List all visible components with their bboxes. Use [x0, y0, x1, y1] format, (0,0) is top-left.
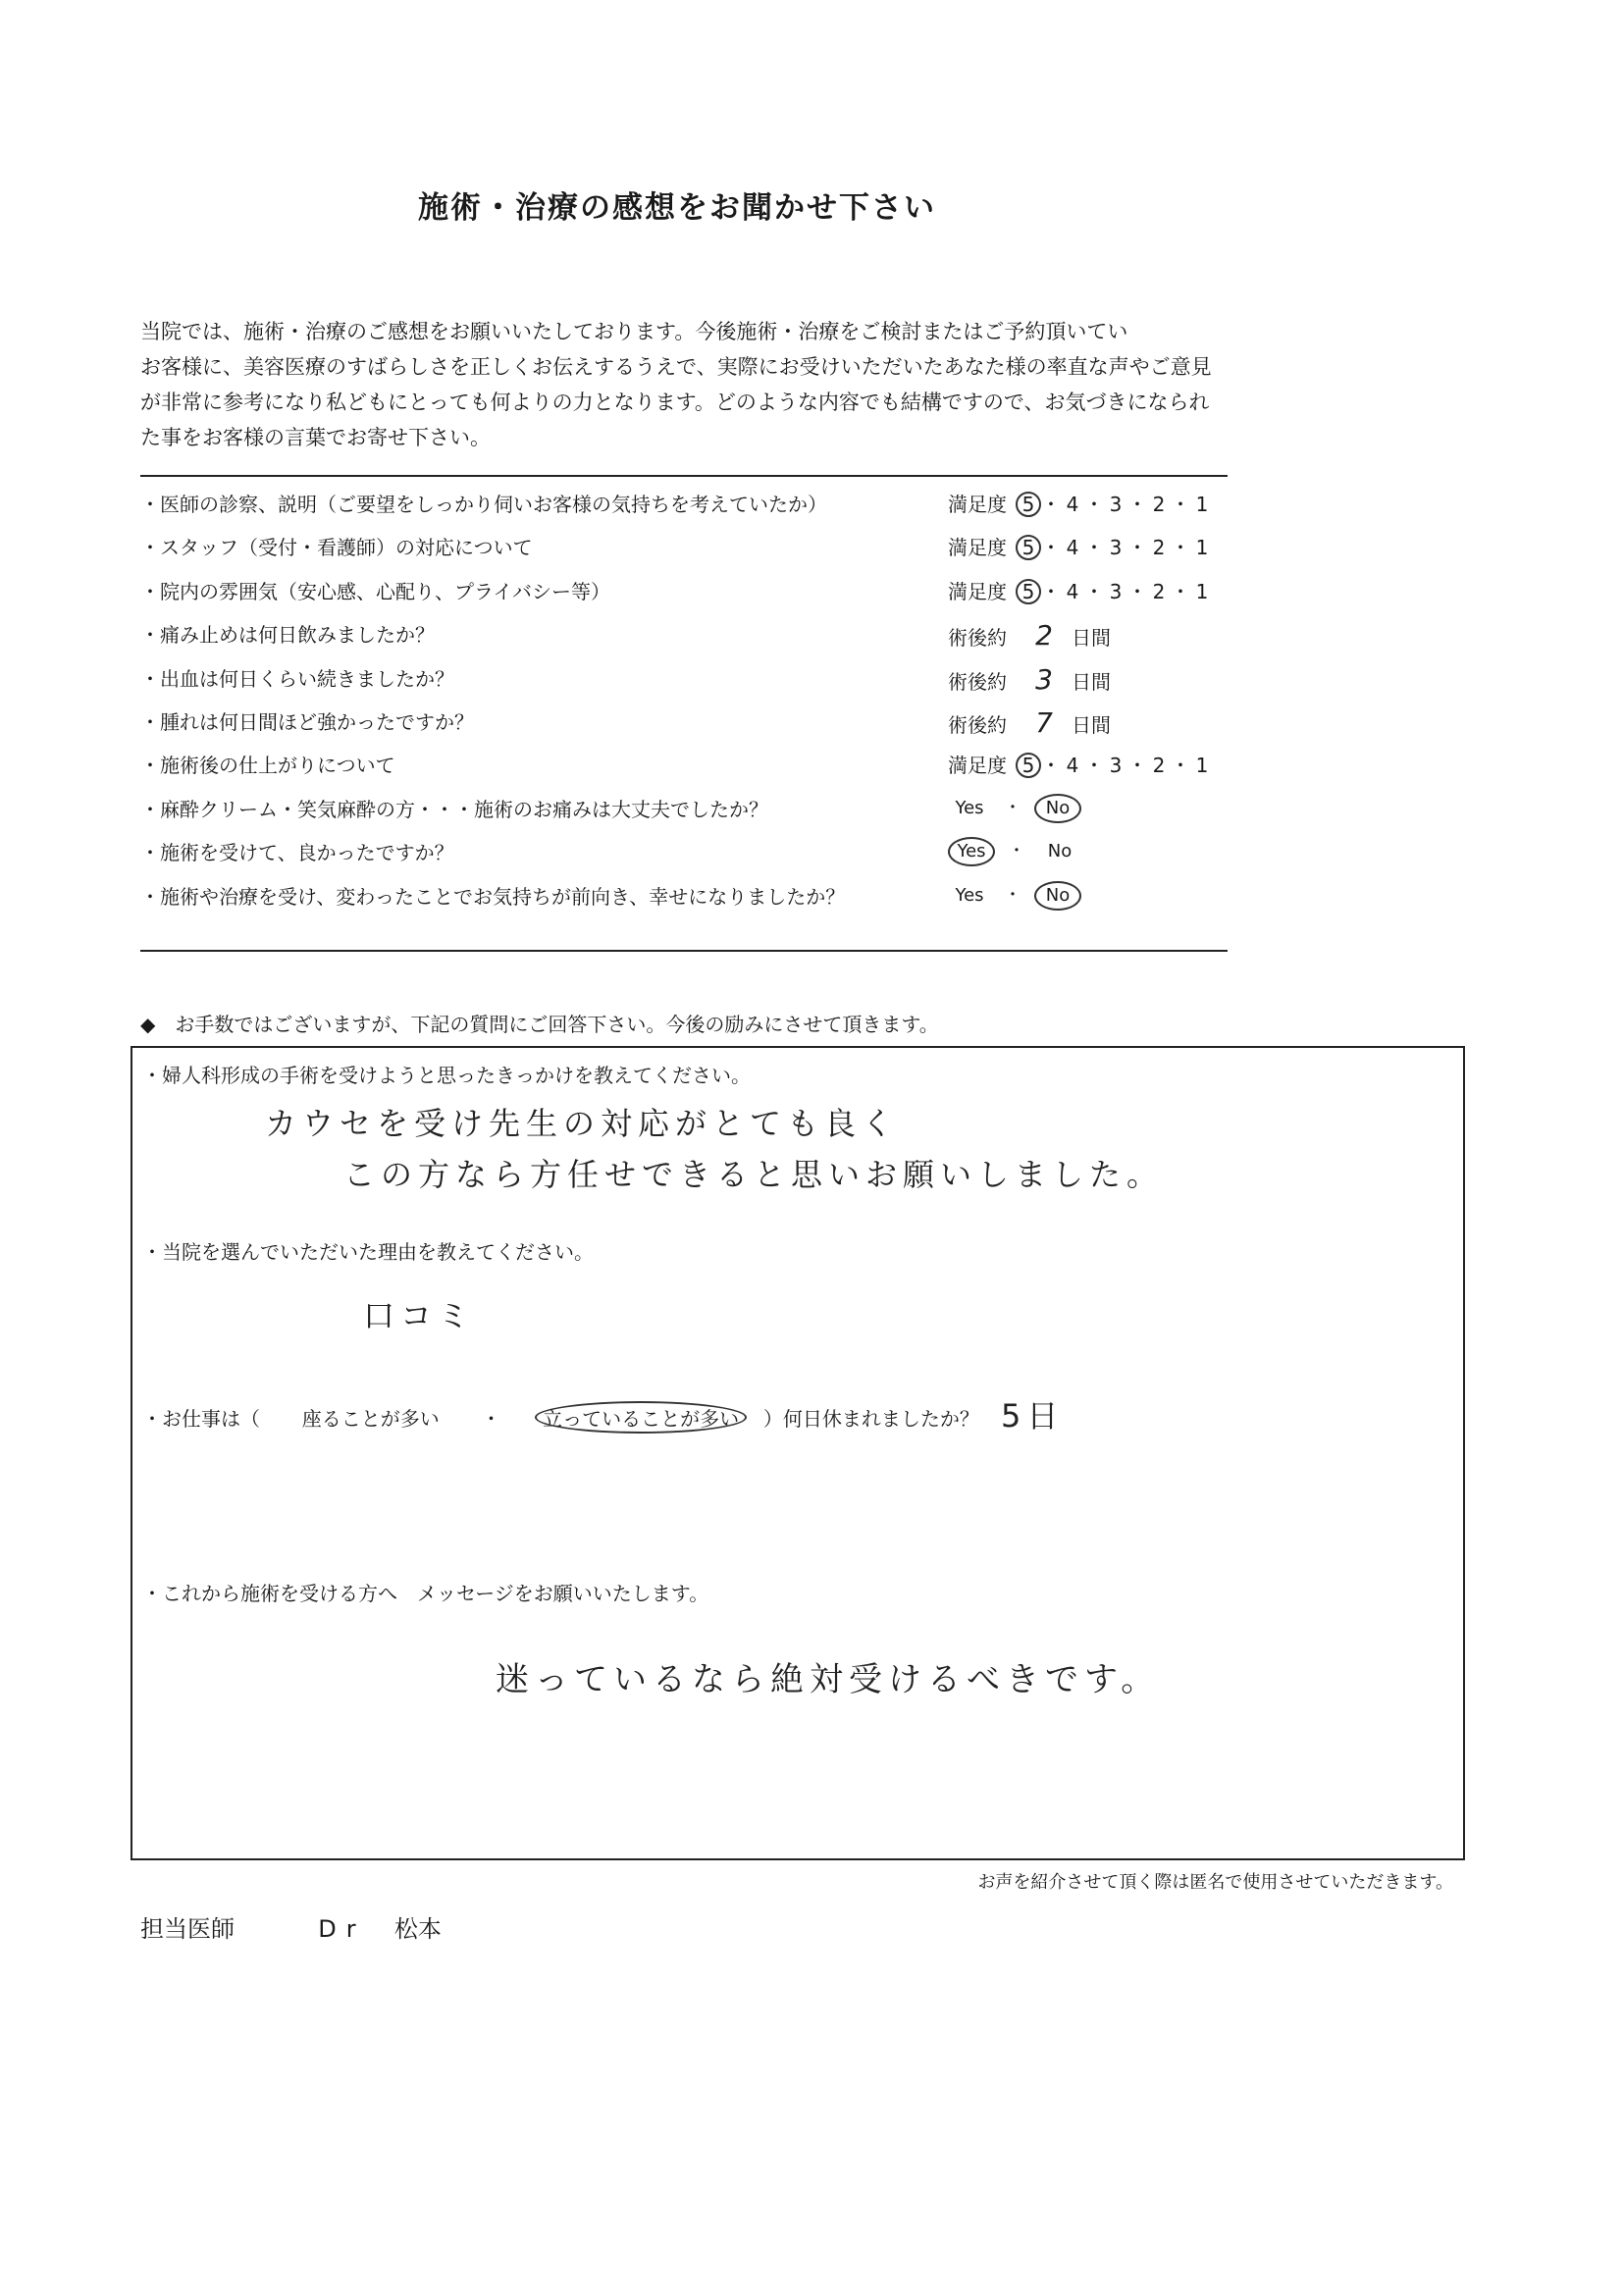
scale-separator: ・	[1084, 754, 1104, 778]
yes-no-separator: ・	[1004, 884, 1021, 906]
question-row	[140, 481, 1228, 524]
yes-no-separator: ・	[1004, 797, 1021, 818]
option-no[interactable]: No	[1047, 841, 1073, 862]
answer-days-off: 5日	[1001, 1397, 1065, 1435]
scale-option[interactable]: 3	[1109, 754, 1123, 778]
work-option-standing: 立っていることが多い	[535, 1401, 747, 1434]
question-row	[140, 742, 1228, 785]
free-answer-box	[131, 1046, 1465, 1860]
satisfaction-scale	[948, 576, 1213, 604]
scale-separator: ・	[1084, 536, 1104, 560]
scale-label: 満足度	[948, 536, 1007, 560]
intro-line: た事をお客様の言葉でお寄せ下さい。	[140, 426, 491, 449]
satisfaction-scale	[948, 750, 1213, 778]
work-suffix: ）何日休まれましたか？	[762, 1407, 979, 1431]
question-row	[140, 655, 1228, 699]
scale-separator: ・	[1171, 754, 1190, 778]
scale-option-selected[interactable]: 5	[1016, 579, 1041, 604]
question-text: ・院内の雰囲気（安心感、心配り、プライバシー等）	[140, 579, 610, 603]
question-work	[142, 1403, 979, 1432]
question-row	[140, 611, 1228, 654]
scale-separator: ・	[1171, 536, 1190, 560]
scale-option[interactable]: 1	[1195, 536, 1209, 560]
question-row	[140, 829, 1228, 872]
days-unit: 日間	[1072, 626, 1111, 651]
scale-option[interactable]: 4	[1066, 493, 1079, 516]
option-selected-no[interactable]: No	[1034, 881, 1081, 911]
scale-option[interactable]: 1	[1195, 493, 1209, 516]
yes-no-separator: ・	[1008, 841, 1025, 862]
scale-label: 満足度	[948, 754, 1007, 778]
work-option-sitting: 座ることが多い	[301, 1407, 440, 1431]
option-yes[interactable]: Yes	[955, 797, 984, 818]
yes-no-answer	[948, 881, 1081, 911]
scale-option-selected[interactable]: 5	[1016, 492, 1041, 517]
days-label: 術後約	[948, 669, 1007, 694]
days-value[interactable]: 3	[1035, 662, 1053, 696]
doctor-name: 松本	[393, 1915, 442, 1943]
scale-separator: ・	[1041, 579, 1061, 603]
question-text: ・麻酔クリーム・笑気麻酔の方・・・施術のお痛みは大丈夫でしたか？	[140, 797, 768, 821]
question-row	[140, 786, 1228, 829]
scale-separator: ・	[1127, 754, 1147, 778]
satisfaction-scale	[948, 489, 1213, 517]
option-yes[interactable]: Yes	[955, 884, 984, 906]
scale-option[interactable]: 3	[1109, 579, 1123, 603]
scale-separator: ・	[1127, 536, 1147, 560]
doctor-prefix: Dr	[318, 1915, 366, 1943]
question-text: ・施術を受けて、良かったですか？	[140, 841, 454, 865]
question-text: ・スタッフ（受付・看護師）の対応について	[140, 536, 533, 560]
question-text: ・腫れは何日間ほど強かったですか？	[140, 710, 474, 734]
scale-separator: ・	[1171, 579, 1190, 603]
scale-option[interactable]: 2	[1152, 536, 1166, 560]
scale-separator: ・	[1084, 493, 1104, 516]
scale-option[interactable]: 3	[1109, 493, 1123, 516]
page-title: 施術・治療の感想をお聞かせ下さい	[418, 190, 936, 226]
answer-trigger-line2: この方なら方任せできると思いお願いしました。	[343, 1156, 1165, 1193]
days-answer	[948, 706, 1111, 739]
days-answer	[948, 663, 1111, 696]
anonymity-note: お声を紹介させて頂く際は匿名で使用させていただきます。	[977, 1872, 1453, 1893]
yes-no-answer	[948, 794, 1081, 823]
question-row	[140, 524, 1228, 567]
scale-separator: ・	[1171, 493, 1190, 516]
section2-heading: ◆ お手数ではございますが、下記の質問にご回答下さい。今後の励みにさせて頂きます。	[140, 1013, 939, 1036]
question-text: ・施術や治療を受け、変わったことでお気持ちが前向き、幸せになりましたか？	[140, 884, 846, 909]
scale-option[interactable]: 2	[1152, 579, 1166, 603]
question-row	[140, 568, 1228, 611]
answer-reason: 口コミ	[363, 1297, 476, 1334]
days-label: 術後約	[948, 626, 1007, 651]
scale-option[interactable]: 2	[1152, 754, 1166, 778]
work-separator: ・	[481, 1407, 501, 1431]
divider-top	[140, 475, 1228, 477]
days-label: 術後約	[948, 713, 1007, 737]
divider-bottom	[140, 950, 1228, 952]
scale-option-selected[interactable]: 5	[1016, 535, 1041, 560]
scale-separator: ・	[1041, 754, 1061, 778]
question-message: ・これから施術を受ける方へ メッセージをお願いいたします。	[142, 1582, 709, 1605]
intro-text	[140, 314, 1230, 455]
days-answer	[948, 619, 1111, 652]
question-row	[140, 873, 1228, 916]
scale-option-selected[interactable]: 5	[1016, 753, 1041, 778]
scale-separator: ・	[1084, 579, 1104, 603]
intro-line: が非常に参考になり私どもにとっても何よりの力となります。どのような内容でも結構ですので、お気づきになられ	[140, 391, 1210, 414]
question-text: ・施術後の仕上がりについて	[140, 754, 395, 778]
doctor-in-charge	[140, 1909, 442, 1944]
scale-option[interactable]: 1	[1195, 579, 1209, 603]
question-text: ・痛み止めは何日飲みましたか？	[140, 623, 435, 648]
scale-option[interactable]: 2	[1152, 493, 1166, 516]
days-unit: 日間	[1072, 669, 1111, 694]
scale-separator: ・	[1127, 579, 1147, 603]
scale-separator: ・	[1041, 493, 1061, 516]
days-value[interactable]: 2	[1035, 619, 1053, 652]
satisfaction-scale	[948, 532, 1213, 560]
intro-line: 当院では、施術・治療のご感想をお願いいたしております。今後施術・治療をご検討またはご予約頂いてい	[140, 320, 1128, 343]
scale-option[interactable]: 1	[1195, 754, 1209, 778]
question-text: ・出血は何日くらい続きましたか？	[140, 666, 454, 691]
work-prefix: ・お仕事は（	[142, 1407, 260, 1431]
scale-option[interactable]: 4	[1066, 536, 1079, 560]
scale-label: 満足度	[948, 493, 1007, 516]
question-text: ・医師の診察、説明（ご要望をしっかり伺いお客様の気持ちを考えていたか）	[140, 493, 827, 516]
doctor-label: 担当医師	[140, 1915, 235, 1943]
intro-line: お客様に、美容医療のすばらしさを正しくお伝えするうえで、実際にお受けいただいたあなた様の率直な声やご意見	[140, 355, 1212, 379]
scale-separator: ・	[1041, 536, 1061, 560]
question-trigger: ・婦人科形成の手術を受けようと思ったきっかけを教えてください。	[142, 1064, 751, 1087]
scale-option[interactable]: 4	[1066, 579, 1079, 603]
option-selected-no[interactable]: No	[1034, 794, 1081, 823]
scale-option[interactable]: 3	[1109, 536, 1123, 560]
days-unit: 日間	[1072, 713, 1111, 737]
option-selected-yes[interactable]: Yes	[948, 837, 995, 866]
answer-trigger-line1: カウセを受け先生の対応がとても良く	[265, 1105, 900, 1142]
yes-no-answer	[948, 837, 1081, 866]
answer-message: 迷っているなら絶対受けるべきです。	[496, 1660, 1161, 1699]
scale-separator: ・	[1127, 493, 1147, 516]
days-value[interactable]: 7	[1035, 706, 1053, 739]
scale-label: 満足度	[948, 579, 1007, 603]
question-row	[140, 699, 1228, 742]
question-reason: ・当院を選んでいただいた理由を教えてください。	[142, 1240, 594, 1264]
scale-option[interactable]: 4	[1066, 754, 1079, 778]
